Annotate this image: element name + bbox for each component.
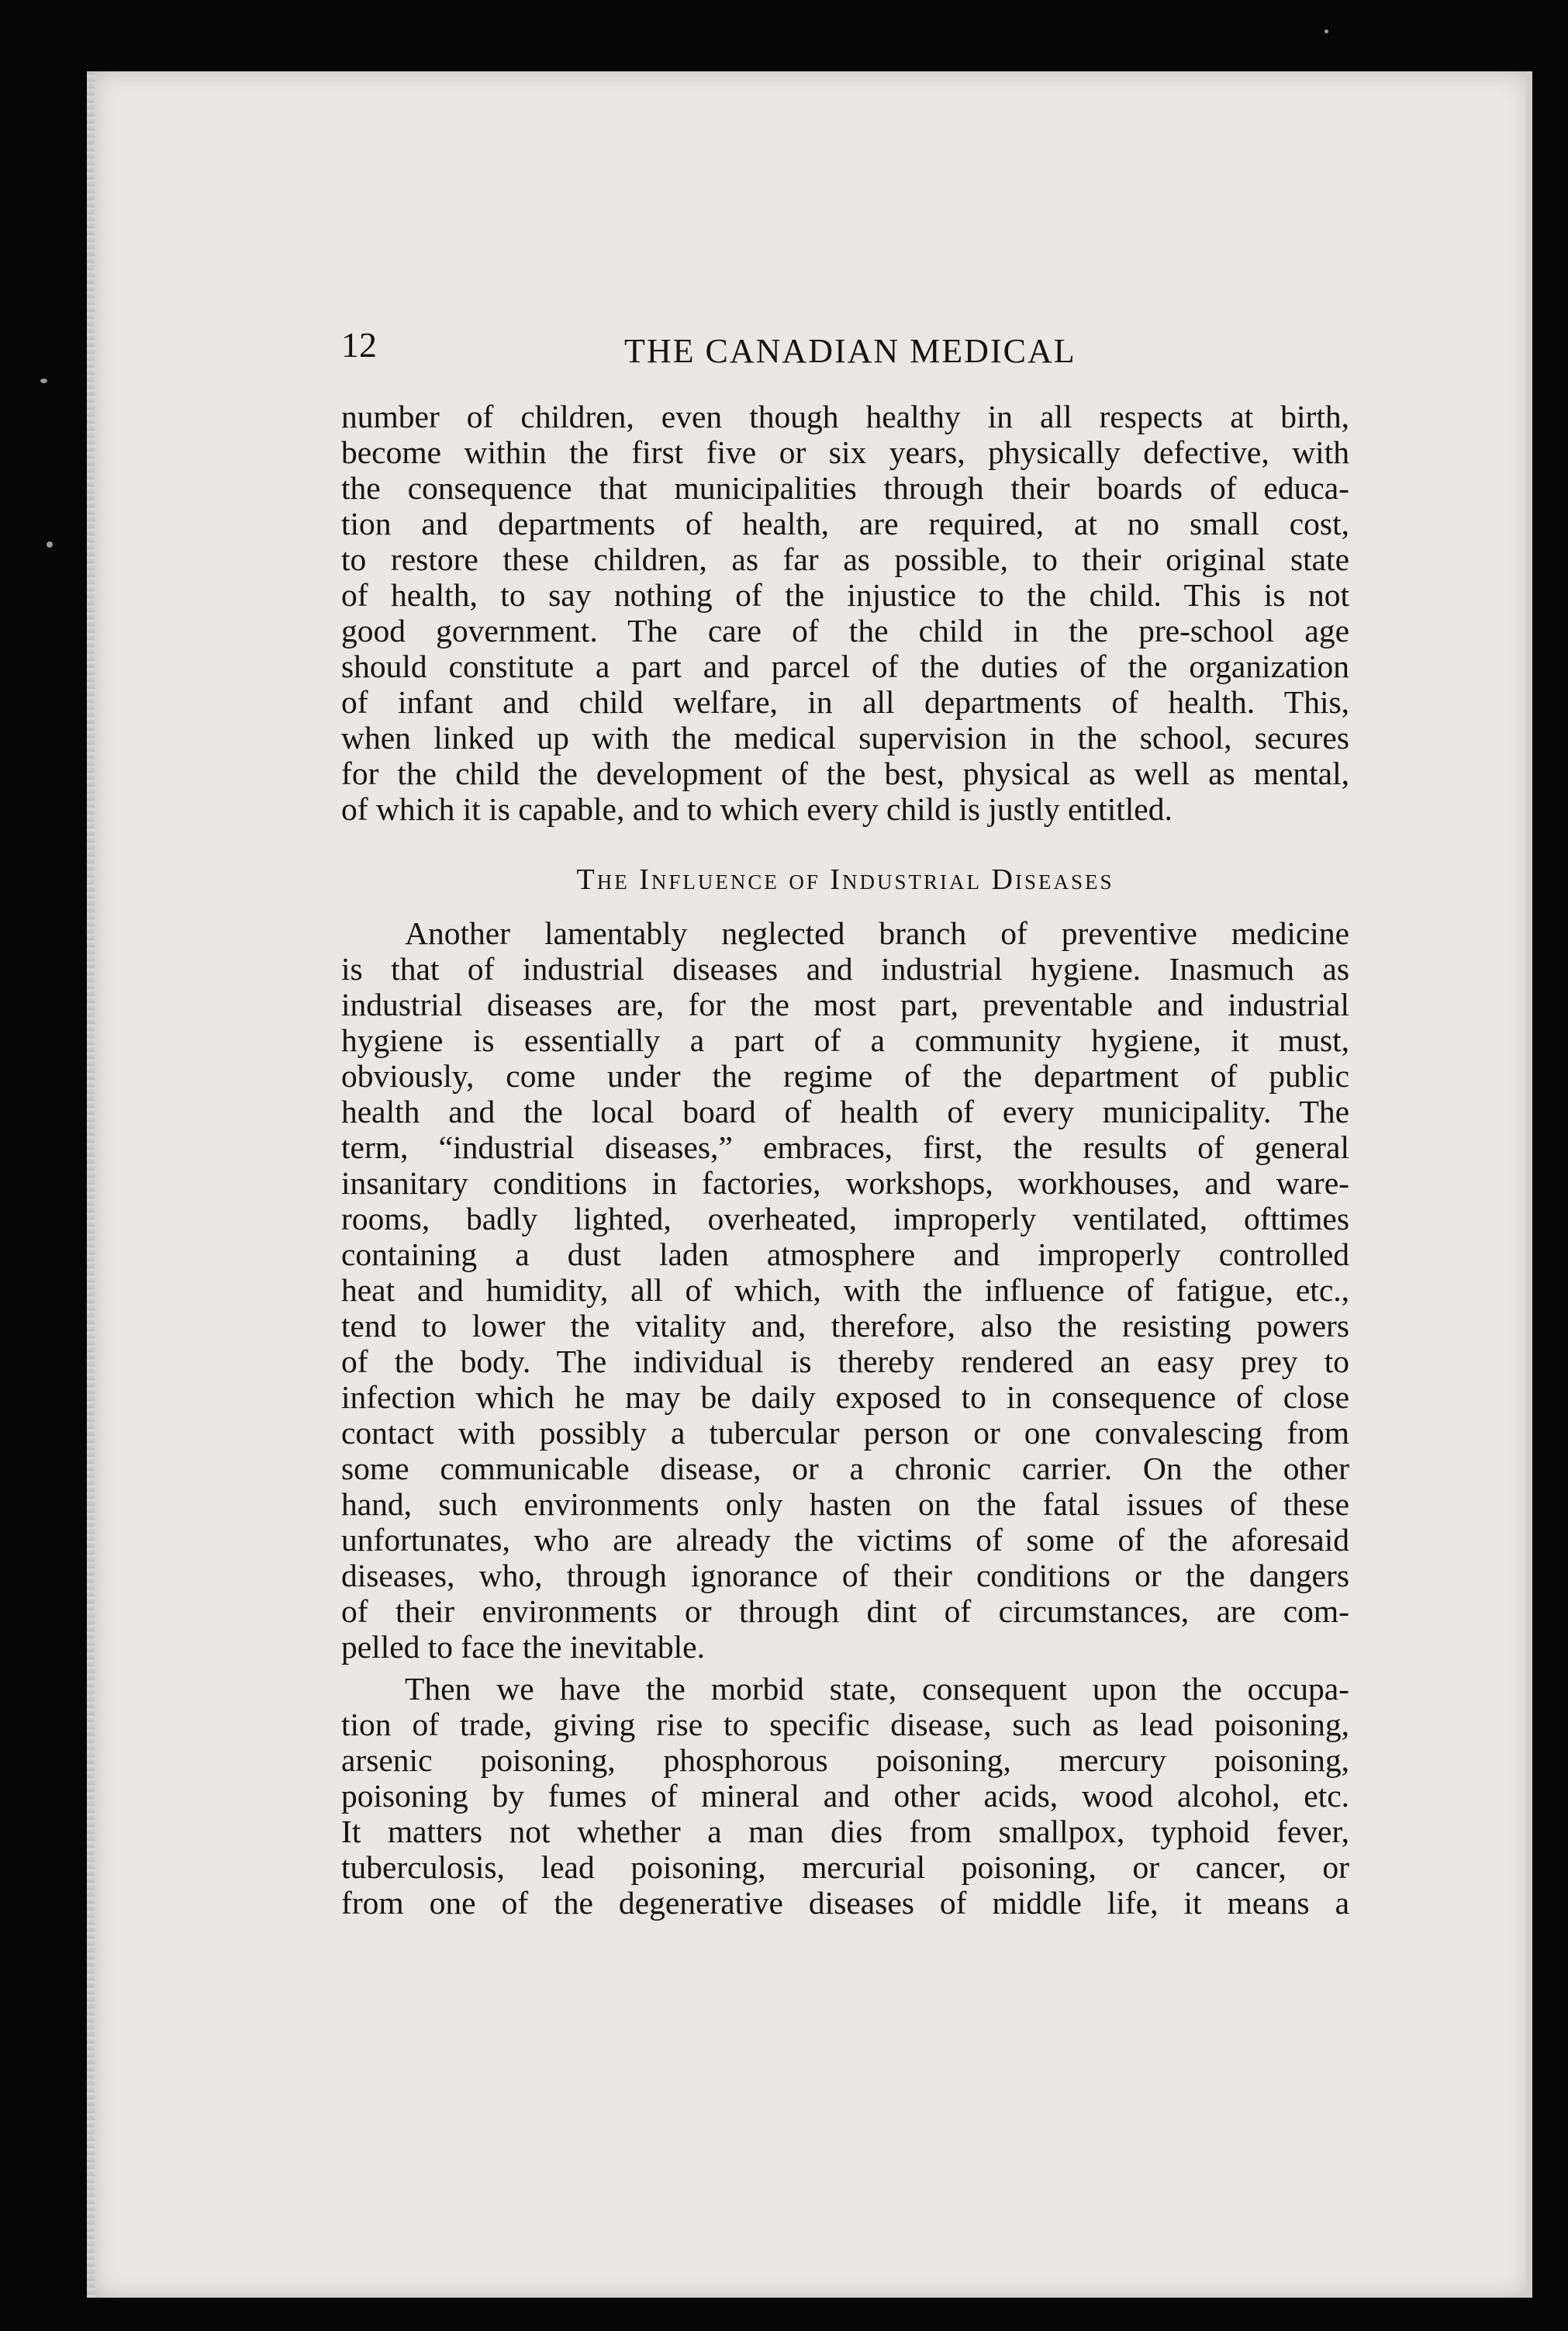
paragraph-1 [341, 399, 1349, 827]
text-line: tion and departments of health, are required, at no small cost, [341, 506, 1349, 541]
text-line: good government. The care of the child in the pre-school age [341, 613, 1349, 648]
text-line: containing a dust laden atmosphere and improperly controlled [341, 1236, 1349, 1272]
text-line: Another lamentably neglected branch of preventive medicine [405, 915, 1349, 951]
text-line: pelled to face the inevitable. [341, 1629, 705, 1665]
dust-speck [1325, 29, 1328, 33]
dust-speck [47, 541, 53, 548]
text-line: when linked up with the medical supervision in the school, secures [341, 720, 1349, 756]
running-head [341, 318, 1349, 372]
text-line: hygiene is essentially a part of a community hygiene, it must, [341, 1022, 1349, 1058]
dust-speck [40, 379, 47, 383]
text-line: the consequence that municipalities through their boards of educa- [341, 470, 1349, 506]
text-line: term, “industrial diseases,” embraces, first, the results of general [341, 1129, 1349, 1165]
text-line: hand, such environments only hasten on the fatal issues of these [341, 1486, 1349, 1522]
text-line: some communicable disease, or a chronic carrier. On the other [341, 1451, 1349, 1486]
text-line: It matters not whether a man dies from smallpox, typhoid fever, [341, 1814, 1349, 1849]
text-line: obviously, come under the regime of the department of public [341, 1058, 1349, 1094]
text-line: number of children, even though healthy in all respects at birth, [341, 399, 1349, 434]
text-line: is that of industrial diseases and industrial hygiene. Inasmuch as [341, 951, 1349, 987]
text-line: from one of the degenerative diseases of middle life, it means a [341, 1885, 1349, 1921]
text-line: diseases, who, through ignorance of their conditions or the dangers [341, 1558, 1349, 1593]
page-number: 12 [341, 325, 377, 365]
text-line: tuberculosis, lead poisoning, mercurial poisoning, or cancer, or [341, 1849, 1349, 1885]
text-line: health and the local board of health of every municipality. The [341, 1094, 1349, 1129]
section-heading: The Influence of Industrial Diseases [576, 863, 1114, 896]
text-line: for the child the development of the best, physical as well as mental, [341, 756, 1349, 791]
text-line: contact with possibly a tubercular person or one convalescing from [341, 1415, 1349, 1451]
paper-right-edge [1526, 71, 1532, 2298]
text-line: Then we have the morbid state, consequent upon the occupa- [405, 1671, 1349, 1707]
paragraph-2 [341, 915, 1349, 1665]
text-line: tend to lower the vitality and, therefore, also the resisting powers [341, 1308, 1349, 1344]
text-line: of health, to say nothing of the injustice to the child. This is not [341, 577, 1349, 613]
journal-title: THE CANADIAN MEDICAL [624, 332, 1076, 370]
text-line: should constitute a part and parcel of the duties of the organization [341, 648, 1349, 684]
text-line: insanitary conditions in factories, workshops, workhouses, and ware- [341, 1165, 1349, 1201]
paragraph-3 [341, 1671, 1349, 1921]
text-line: of which it is capable, and to which every child is justly entitled. [341, 791, 1173, 827]
text-line: industrial diseases are, for the most part, preventable and industrial [341, 987, 1349, 1022]
text-line: become within the first five or six years, physically defective, with [341, 434, 1349, 470]
text-line: of the body. The individual is thereby rendered an easy prey to [341, 1344, 1349, 1379]
text-line: rooms, badly lighted, overheated, improperly ventilated, ofttimes [341, 1201, 1349, 1236]
text-line: poisoning by fumes of mineral and other acids, wood alcohol, etc. [341, 1778, 1349, 1814]
text-line: of infant and child welfare, in all departments of health. This, [341, 684, 1349, 720]
text-line: heat and humidity, all of which, with the influence of fatigue, etc., [341, 1272, 1349, 1308]
text-line: unfortunates, who are already the victims of some of the aforesaid [341, 1522, 1349, 1558]
text-line: tion of trade, giving rise to specific disease, such as lead poisoning, [341, 1707, 1349, 1742]
text-line: arsenic poisoning, phosphorous poisoning, mercury poisoning, [341, 1742, 1349, 1778]
text-line: infection which he may be daily exposed to in consequence of close [341, 1379, 1349, 1415]
text-line: of their environments or through dint of circumstances, are com- [341, 1593, 1349, 1629]
text-line: to restore these children, as far as possible, to their original state [341, 541, 1349, 577]
page-content [341, 318, 1349, 1921]
